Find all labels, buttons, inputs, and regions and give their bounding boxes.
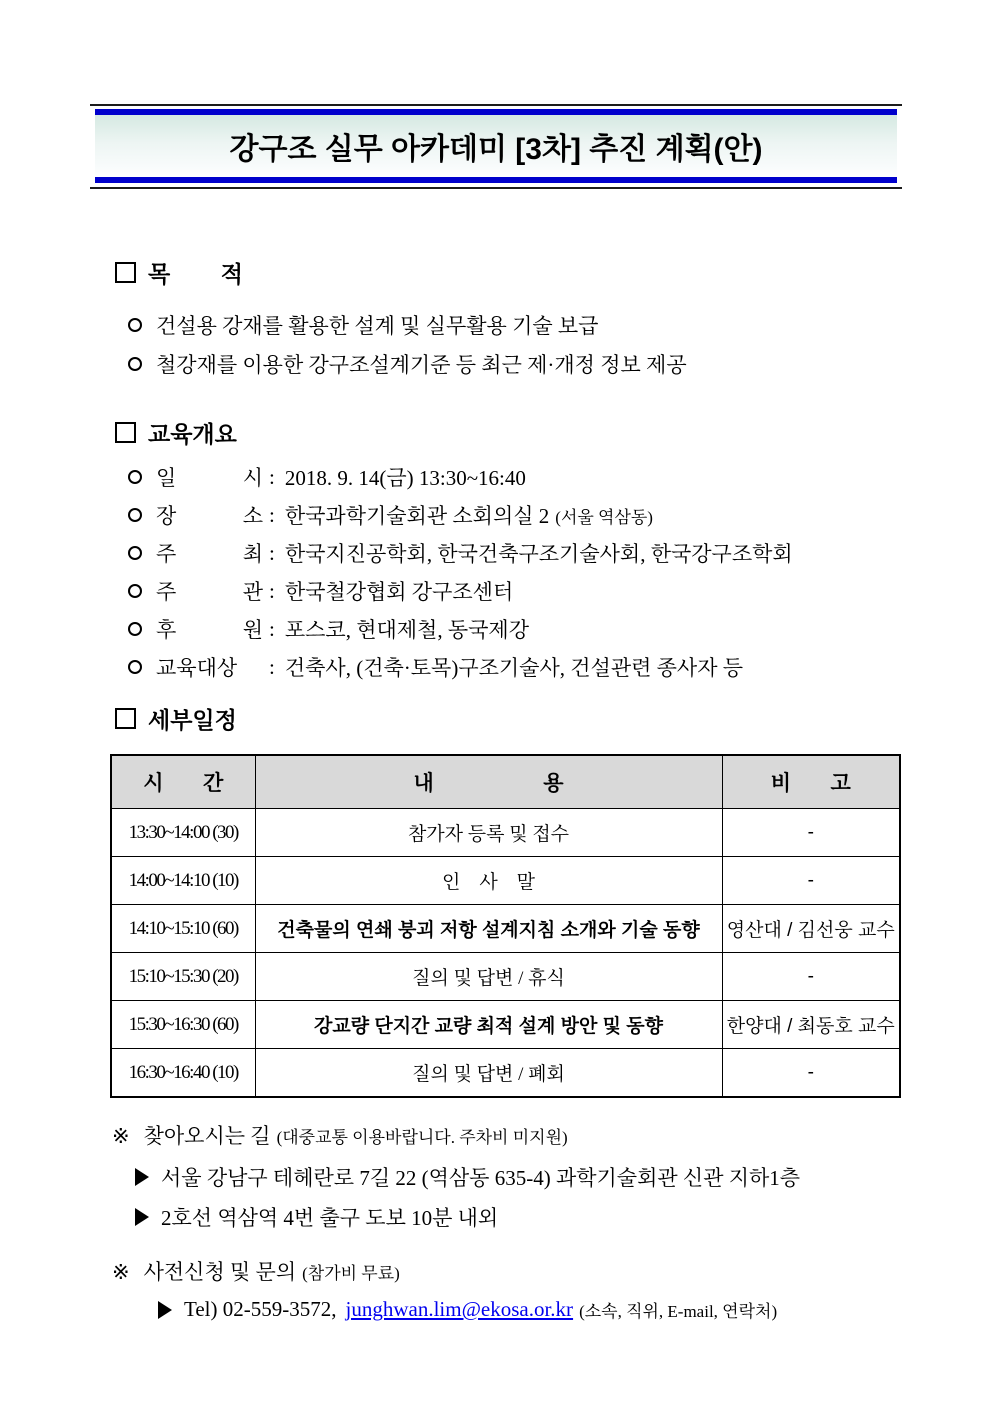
content-cell: 인 사 말 [255,857,722,905]
overview-item [128,500,653,530]
circle-bullet-icon [128,470,142,484]
overview-item-value: 한국과학기술회관 소회의실 2 [284,504,550,528]
section-title-schedule: 세부일정 [148,707,237,733]
time-cell: 14:10~15:10 (60) [111,905,255,953]
table-row [111,1001,900,1049]
arrow-icon [135,1208,149,1226]
reference-mark-icon: ※ [112,1124,130,1148]
page-title: 강구조 실무 아카데미 [3차] 추진 계획(안) [229,133,763,166]
circle-bullet-icon [128,357,142,371]
direction-item [135,1202,498,1232]
remark-cell: 영산대 / 김선웅 교수 [722,905,900,953]
checkbox-icon [115,422,136,443]
purpose-item-text: 건설용 강재를 활용한 설계 및 실무활용 기술 보급 [156,314,599,338]
time-cell: 15:30~16:30 (60) [111,1001,255,1049]
overview-item-label: 후 원 [156,618,263,642]
overview-item-value: 2018. 9. 14(금) 13:30~16:40 [284,466,526,490]
overview-item-colon: : [269,654,275,679]
email-link[interactable]: junghwan.lim@ekosa.or.kr [345,1297,574,1321]
section-title-overview: 교육개요 [148,421,237,447]
header-cell-remark: 비 고 [722,755,900,809]
time-cell: 15:10~15:30 (20) [111,953,255,1001]
circle-bullet-icon [128,660,142,674]
content-cell: 강교량 단지간 교량 최적 설계 방안 및 동향 [255,1001,722,1049]
contact-note [112,1256,400,1286]
time-cell: 16:30~16:40 (10) [111,1049,255,1098]
circle-bullet-icon [128,546,142,560]
direction-item-text: 서울 강남구 테헤란로 7길 22 (역삼동 635-4) 과학기술회관 신관 지하1층 [161,1166,801,1190]
overview-item-value-small: (서울 역삼동) [555,507,653,527]
title-banner-inner [95,109,897,183]
content-cell: 질의 및 답변 / 휴식 [255,953,722,1001]
overview-item-value: 한국지진공학회, 한국건축구조기술사회, 한국강구조학회 [284,542,793,566]
overview-item-label: 일 시 [156,466,263,490]
checkbox-icon [115,708,136,729]
overview-item-label: 장 소 [156,504,263,528]
remark-cell: 한양대 / 최동호 교수 [722,1001,900,1049]
table-header-row [111,755,900,809]
overview-item [128,538,793,568]
remark-cell: - [722,857,900,905]
table-row [111,905,900,953]
purpose-item-text: 철강재를 이용한 강구조설계기준 등 최근 제·개정 정보 제공 [156,353,687,377]
time-cell: 13:30~14:00 (30) [111,809,255,857]
remark-cell: - [722,809,900,857]
remark-cell: - [722,953,900,1001]
overview-item-label: 주 최 [156,542,263,566]
purpose-item [128,310,598,340]
table-row [111,857,900,905]
directions-note [112,1120,568,1150]
title-banner [90,104,902,189]
content-cell: 건축물의 연쇄 붕괴 저항 설계지침 소개와 기술 동향 [255,905,722,953]
section-heading-schedule [115,702,237,735]
overview-item-label: 교육대상 [156,656,238,680]
purpose-item [128,349,687,379]
directions-title: 찾아오시는 길 [143,1124,271,1148]
contact-tel-line [158,1297,777,1322]
direction-item-text: 2호선 역삼역 4번 출구 도보 10분 내외 [161,1206,499,1230]
table-row [111,953,900,1001]
remark-cell: - [722,1049,900,1098]
header-cell-content: 내 용 [255,755,722,809]
section-title-purpose: 목 적 [148,261,243,287]
reference-mark-icon: ※ [112,1260,130,1284]
arrow-icon [158,1301,172,1319]
contact-title: 사전신청 및 문의 [143,1260,297,1284]
overview-item-colon: : [269,578,275,603]
time-cell: 14:00~14:10 (10) [111,857,255,905]
contact-fields-note: (소속, 직위, E-mail, 연락처) [579,1302,778,1321]
overview-item-label: 주 관 [156,580,263,604]
overview-item-colon: : [269,616,275,641]
overview-item-value: 건축사, (건축·토목)구조기술사, 건설관련 종사자 등 [284,656,744,680]
section-heading-purpose [115,256,243,289]
overview-item-colon: : [269,464,275,489]
overview-item-colon: : [269,502,275,527]
section-heading-overview [115,416,237,449]
overview-item [128,576,513,606]
table-row [111,809,900,857]
overview-item [128,614,529,644]
schedule-table [110,754,901,1098]
contact-subnote: (참가비 무료) [302,1264,400,1283]
overview-item-colon: : [269,540,275,565]
directions-subnote: (대중교통 이용바랍니다. 주차비 미지원) [276,1128,568,1147]
overview-item [128,652,743,682]
table-row [111,1049,900,1098]
overview-item-value: 포스코, 현대제철, 동국제강 [284,618,529,642]
circle-bullet-icon [128,318,142,332]
checkbox-icon [115,262,136,283]
overview-item-value: 한국철강협회 강구조센터 [284,580,514,604]
header-cell-time: 시 간 [111,755,255,809]
circle-bullet-icon [128,622,142,636]
arrow-icon [135,1168,149,1186]
content-cell: 질의 및 답변 / 폐회 [255,1049,722,1098]
circle-bullet-icon [128,508,142,522]
circle-bullet-icon [128,584,142,598]
direction-item [135,1162,800,1192]
content-cell: 참가자 등록 및 접수 [255,809,722,857]
tel-text: Tel) 02-559-3572, [184,1297,337,1321]
overview-item [128,462,532,492]
